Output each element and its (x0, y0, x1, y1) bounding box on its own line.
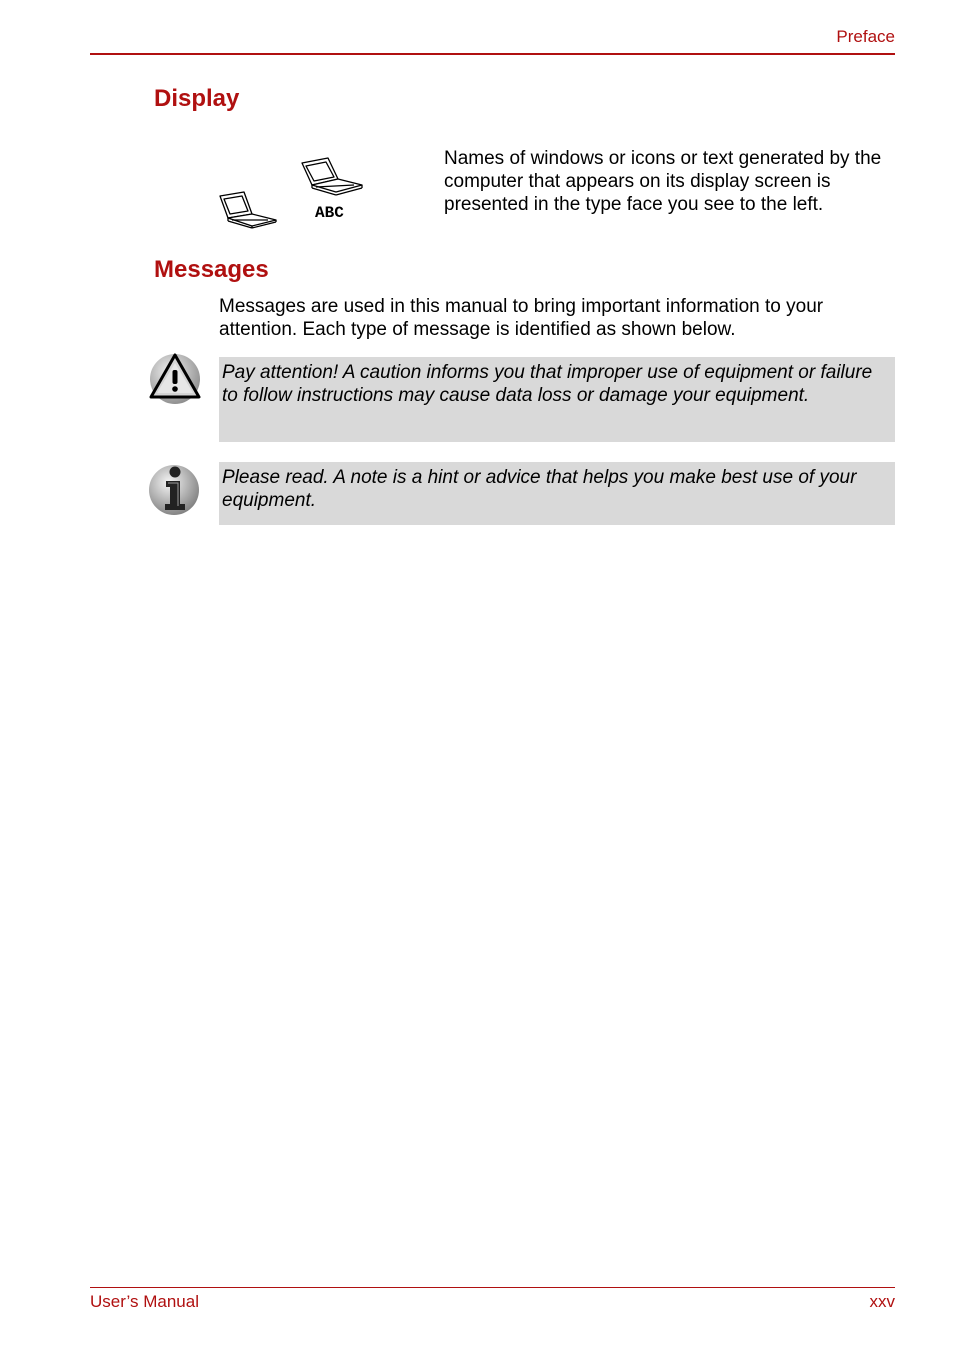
page-number: xxv (869, 1292, 895, 1311)
footer-manual-title: User’s Manual (90, 1292, 199, 1311)
note-message: Please read. A note is a hint or advice that helps you make best use of your equipment. (219, 462, 895, 525)
laptop-icon (300, 157, 366, 197)
messages-intro: Messages are used in this manual to bring important information to your attention. Each type of message is identified as shown below. (219, 296, 824, 340)
caution-message: Pay attention! A caution informs you that improper use of equipment or failure to follow instructions may cause data loss or damage your equipment. (219, 357, 895, 442)
display-description: Names of windows or icons or text generated by the computer that appears on its display screen is presented in the type face you see to the left. (444, 148, 882, 215)
messages-heading: Messages (154, 256, 269, 283)
header-rule (90, 53, 895, 55)
running-header: Preface (836, 27, 895, 46)
note-icon (148, 463, 202, 517)
display-sample-text: ABC (315, 204, 344, 222)
caution-icon (148, 351, 202, 407)
display-heading: Display (154, 85, 240, 112)
laptop-icon (218, 190, 278, 230)
footer-rule (90, 1287, 895, 1288)
